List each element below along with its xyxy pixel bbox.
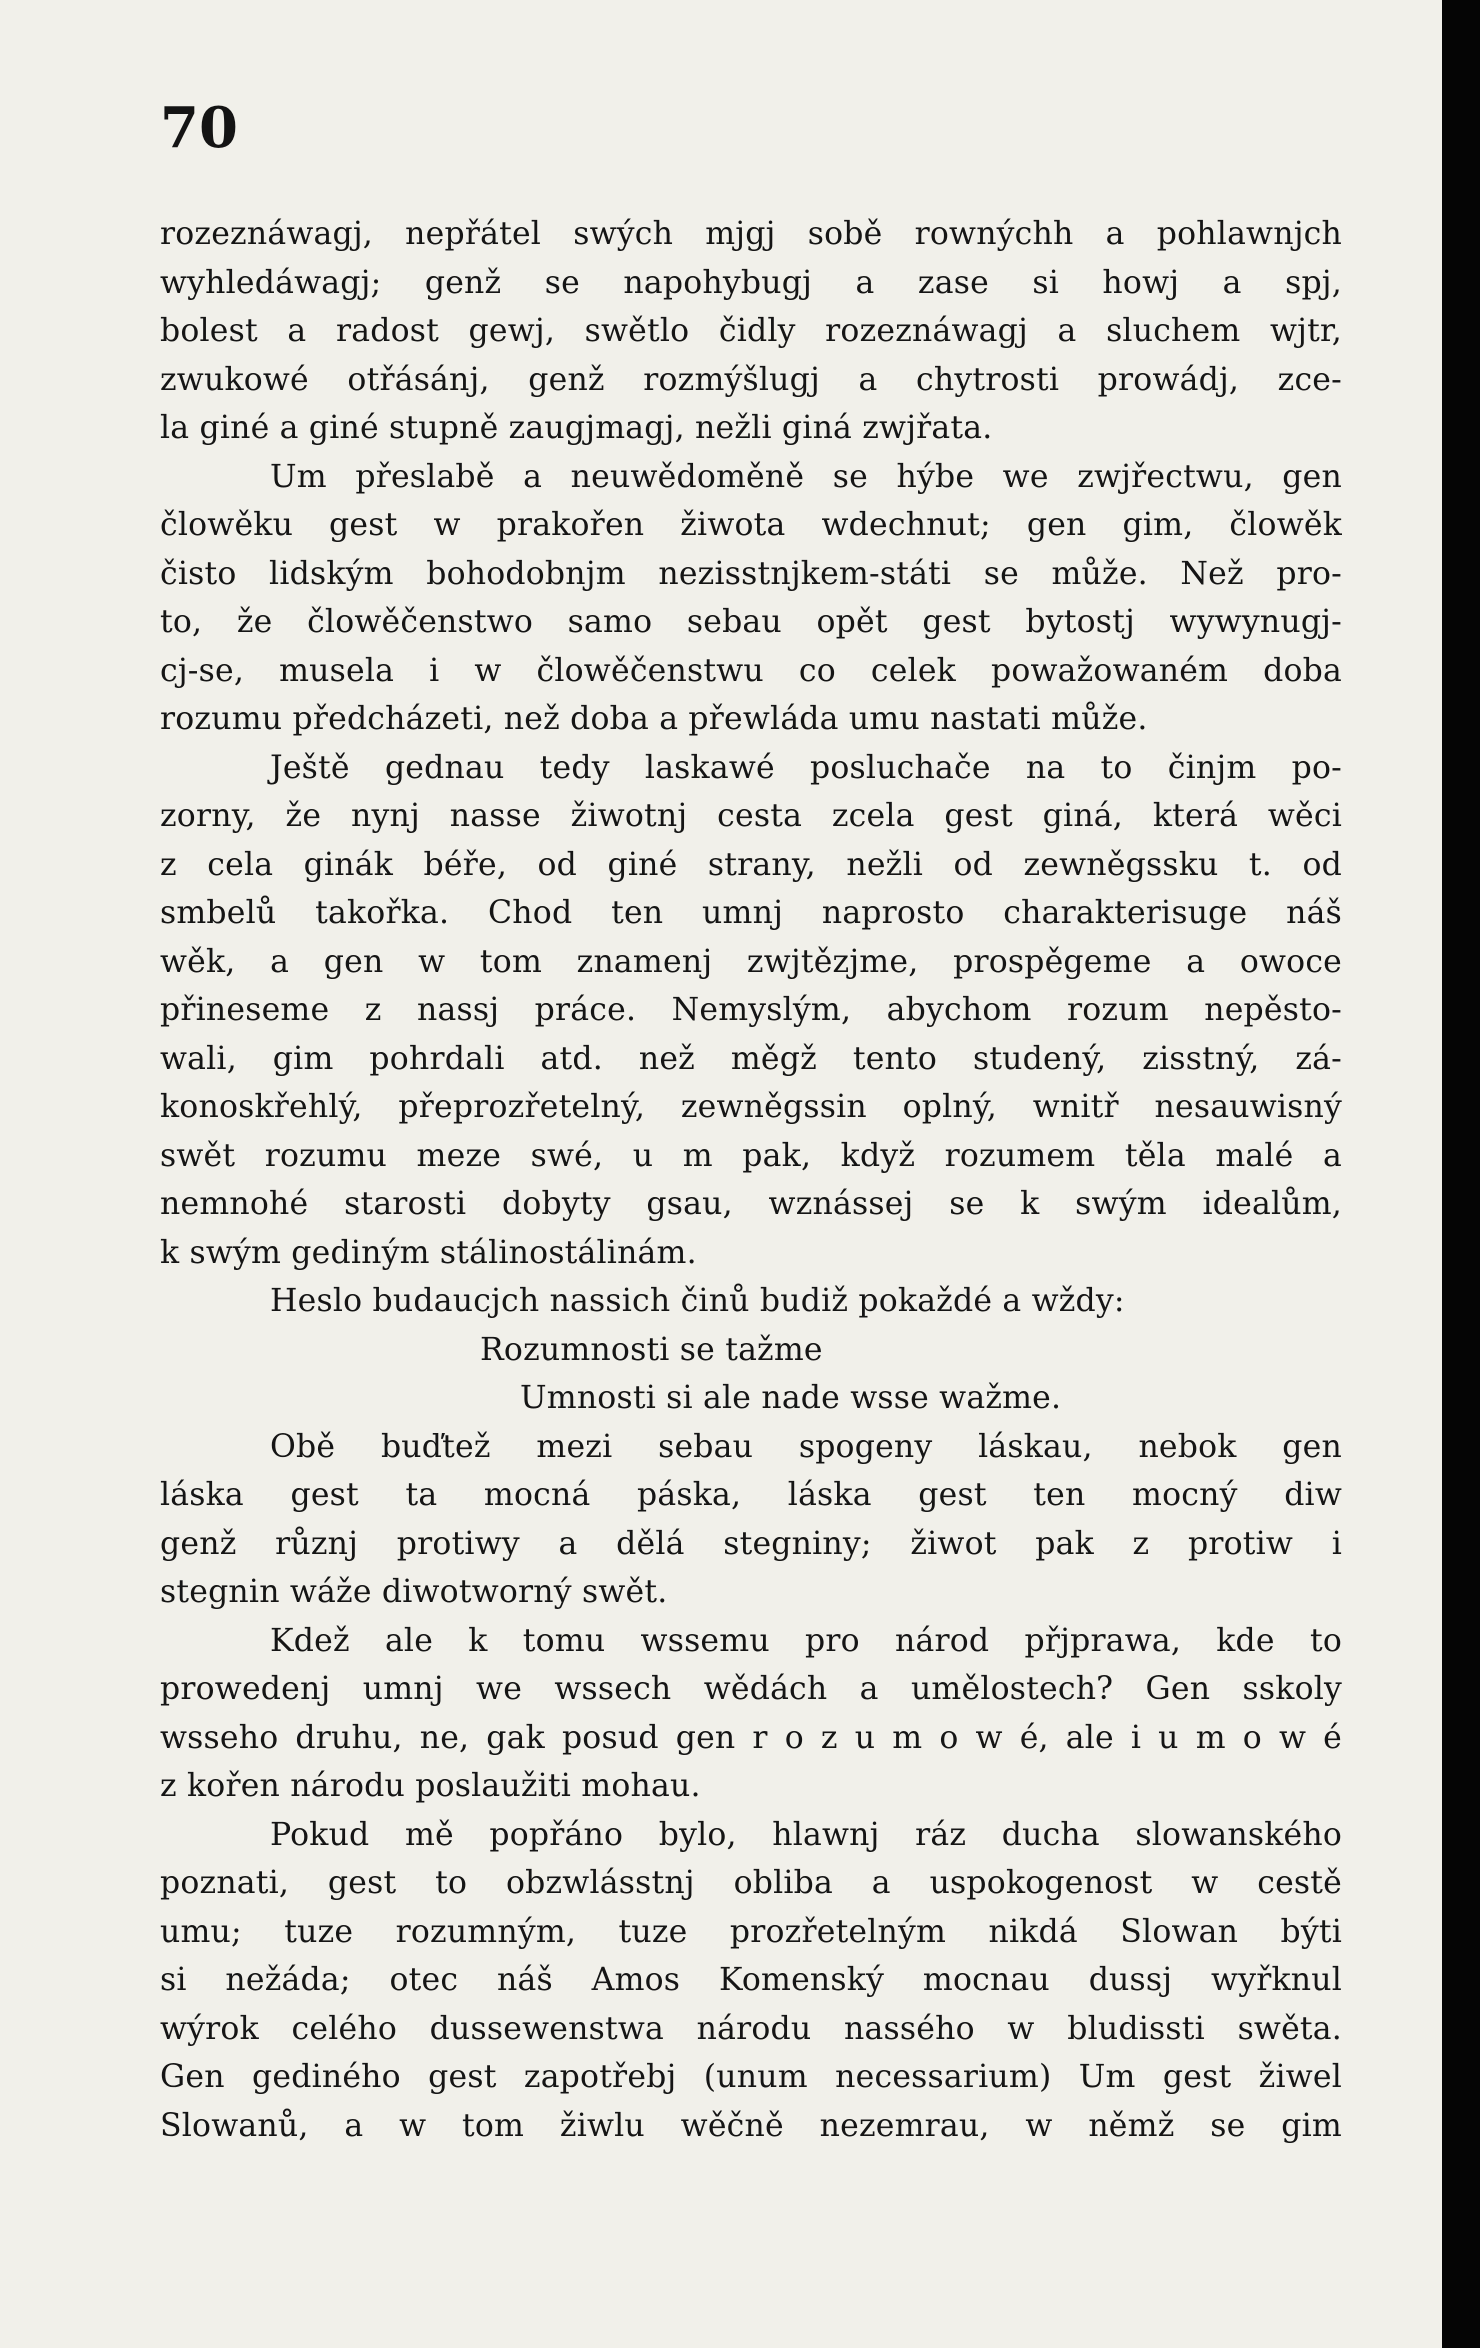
paragraph-1 (160, 210, 1342, 453)
paragraph-5 (160, 1423, 1342, 1617)
text-line: swět rozumu meze swé, u m pak, když rozumem těla malé a (160, 1137, 1342, 1174)
page-number: 70 (160, 95, 238, 161)
text-line: prowedenj umnj we wssech wědách a umělostech? Gen sskoly (160, 1671, 1342, 1707)
text-line: smbelů takořka. Chod ten umnj naprosto charakterisuge náš (160, 895, 1342, 931)
text-line: Slowanů, a w tom žiwlu wěčně nezemrau, w němž se gim (160, 2107, 1342, 2144)
motto-line-1: Rozumnosti se tažme (480, 1331, 823, 1368)
text-line: to, že člowěčenstwo samo sebau opět gest bytostj wywynugj- (160, 604, 1342, 640)
paragraph-2 (160, 453, 1342, 744)
text-line: Heslo budaucjch nassich činů budiž pokaždé a wždy: (270, 1283, 1125, 1319)
text-line: k swým gediným stálinostálinám. (160, 1234, 697, 1271)
text-line: la giné a giné stupně zaugjmagj, nežli giná zwjřata. (160, 410, 993, 446)
text-line: Obě buďtež mezi sebau spogeny láskau, nebok gen (270, 1428, 1342, 1465)
text-line: wýrok celého dussewenstwa národu nassého w bludissti swěta. (160, 2010, 1342, 2047)
text-line: wěk, a gen w tom znamenj zwjtězjme, prospěgeme a owoce (160, 943, 1342, 980)
paragraph-6 (160, 1617, 1342, 1811)
text-line: Um přeslabě a neuwědoměně se hýbe we zwjřectwu, gen (270, 458, 1342, 495)
text-line: cj-se, musela i w člowěčenstwu co celek powažowaném doba (160, 652, 1342, 689)
text-line: Pokud mě popřáno bylo, hlawnj ráz ducha slowanského (270, 1816, 1342, 1853)
text-line: si nežáda; otec náš Amos Komenský mocnau dussj wyřknul (160, 1962, 1342, 1998)
text-line: konoskřehlý, přeprozřetelný, zewněgssin oplný, wnitř nesauwisný (160, 1089, 1342, 1125)
text-line: poznati, gest to obzwlásstnj obliba a uspokogenost w cestě (160, 1865, 1342, 1901)
text-line: rozumu předcházeti, než doba a přewláda umu nastati může. (160, 701, 1148, 737)
text-line: wali, gim pohrdali atd. než měgž tento studený, zisstný, zá- (160, 1040, 1342, 1077)
scan-border (1442, 0, 1480, 2348)
text-line: Gen gediného gest zapotřebj (unum necessarium) Um gest žiwel (160, 2059, 1342, 2095)
text-line: člowěku gest w prakořen žiwota wdechnut; gen gim, člowěk (160, 507, 1342, 543)
text-line: přineseme z nassj práce. Nemyslým, abychom rozum nepěsto- (160, 992, 1342, 1028)
text-line: wyhledáwagj; genž se napohybugj a zase si howj a spj, (160, 264, 1342, 301)
text-line: umu; tuze rozumným, tuze prozřetelným nikdá Slowan býti (160, 1913, 1342, 1950)
text-line: genž různj protiwy a dělá stegniny; žiwot pak z protiw i (160, 1525, 1342, 1562)
paragraph-7 (160, 1811, 1342, 2151)
text-line: láska gest ta mocná páska, láska gest ten mocný diw (160, 1477, 1342, 1513)
text-line: stegnin wáže diwotworný swět. (160, 1574, 668, 1610)
text-line: čisto lidským bohodobnjm nezisstnjkem-státi se může. Než pro- (160, 555, 1342, 592)
text-line: Kdež ale k tomu wssemu pro národ přjprawa, kde to (270, 1622, 1342, 1659)
body-text (160, 210, 1342, 2150)
text-line: z cela ginák béře, od giné strany, nežli od zewněgssku t. od (160, 846, 1342, 883)
text-line: zwukowé otřásánj, genž rozmýšlugj a chytrosti prowádj, zce- (160, 361, 1342, 398)
text-line: wsseho druhu, ne, gak posud gen r o z u m o w é, ale i u m o w é (160, 1719, 1342, 1756)
text-line: nemnohé starosti dobyty gsau, wznássej se k swým idealům, (160, 1186, 1342, 1222)
paragraph-4 (160, 1277, 1342, 1326)
text-line: Ještě gednau tedy laskawé posluchače na to činjm po- (270, 749, 1342, 786)
text-line: zorny, že nynj nasse žiwotnj cesta zcela gest giná, která wěci (160, 798, 1342, 834)
paragraph-3 (160, 744, 1342, 1278)
text-line: rozeznáwagj, nepřátel swých mjgj sobě rownýchh a pohlawnjch (160, 216, 1342, 252)
text-line: z kořen národu poslaužiti mohau. (160, 1768, 701, 1804)
text-line: bolest a radost gewj, swětlo čidly rozeznáwagj a sluchem wjtr, (160, 313, 1342, 349)
motto (160, 1326, 1342, 1423)
motto-line-2: Umnosti si ale nade wsse wažme. (520, 1380, 1062, 1416)
